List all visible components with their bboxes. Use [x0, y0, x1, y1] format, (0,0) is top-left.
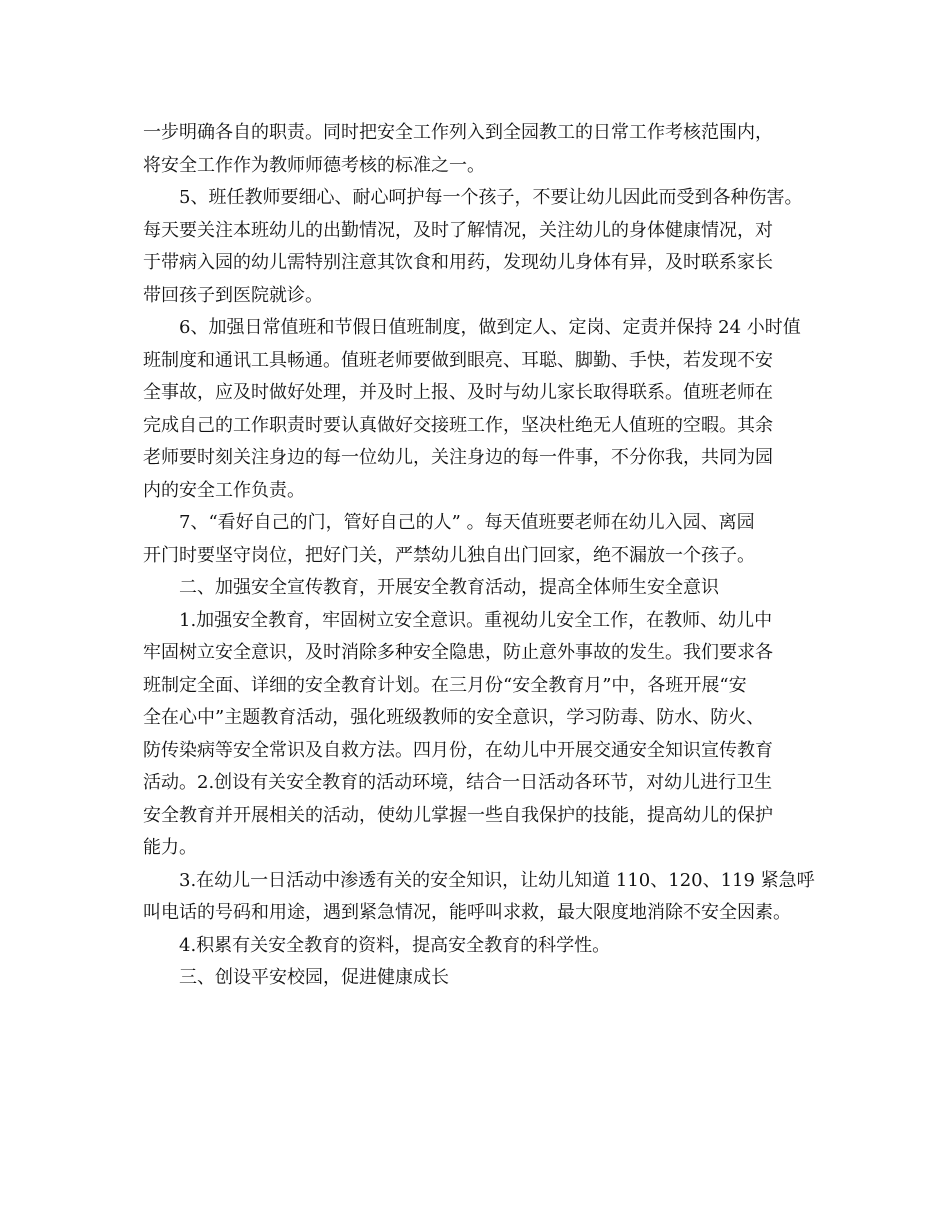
text-line: 防传染病等安全常识及自救方法。四月份，在幼儿中开展交通安全知识宣传教育	[143, 739, 773, 761]
text-line: 一步明确各自的职责。同时把安全工作列入到全园教工的日常工作考核范围内，	[143, 122, 773, 143]
text-line: 二、加强安全宣传教育，开展安全教育活动，提高全体师生安全意识	[179, 577, 719, 598]
text-line: 7、“看好自己的门，管好自己的人” 。每天值班要老师在幼儿入园、离园	[179, 512, 755, 533]
text-line: 全在心中”主题教育活动，强化班级教师的安全意识，学习防毒、防水、防火、	[143, 707, 765, 728]
text-line: 内的安全工作负责。	[143, 479, 305, 501]
text-line: 老师要时刻关注身边的每一位幼儿，关注身边的每一件事，不分你我，共同为园	[143, 447, 773, 468]
text-line: 活动。2.创设有关安全教育的活动环境，结合一日活动各环节，对幼儿进行卫生	[143, 772, 773, 793]
text-line: 5、班任教师要细心、耐心呵护每一个孩子，不要让幼儿因此而受到各种伤害。	[179, 187, 803, 208]
text-line: 带回孩子到医院就诊。	[143, 284, 323, 306]
text-line: 每天要关注本班幼儿的出勤情况，及时了解情况，关注幼儿的身体健康情况，对	[143, 219, 773, 241]
text-line: 3.在幼儿一日活动中渗透有关的安全知识，让幼儿知道 110、120、119 紧急呼	[179, 869, 815, 891]
text-line: 班制定全面、详细的安全教育计划。在三月份“安全教育月”中，各班开展“安	[143, 674, 747, 696]
text-line: 三、创设平安校园，促进健康成长	[179, 967, 449, 988]
text-line: 牢固树立安全意识，及时消除多种安全隐患，防止意外事故的发生。我们要求各	[143, 642, 773, 663]
text-line: 能力。	[143, 837, 197, 858]
text-line: 全事故，应及时做好处理，并及时上报、及时与幼儿家长取得联系。值班老师在	[143, 382, 773, 403]
text-line: 1.加强安全教育，牢固树立安全意识。重视幼儿安全工作，在教师、幼儿中	[179, 609, 773, 631]
text-line: 完成自己的工作职责时要认真做好交接班工作，坚决杜绝无人值班的空暇。其余	[143, 414, 773, 436]
text-line: 安全教育并开展相关的活动，使幼儿掌握一些自我保护的技能，提高幼儿的保护	[143, 804, 773, 826]
text-line: 4.积累有关安全教育的资料，提高安全教育的科学性。	[179, 934, 611, 956]
text-line: 6、加强日常值班和节假日值班制度，做到定人、定岗、定责并保持 24 小时值	[179, 317, 801, 338]
document-body	[143, 117, 823, 995]
text-line: 将安全工作作为教师师德考核的标准之一。	[143, 154, 485, 176]
text-line: 开门时要坚守岗位，把好门关，严禁幼儿独自出门回家，绝不漏放一个孩子。	[143, 544, 755, 566]
text-line: 叫电话的号码和用途，遇到紧急情况，能呼叫求救，最大限度地消除不安全因素。	[143, 902, 791, 923]
text-line: 班制度和通讯工具畅通。值班老师要做到眼亮、耳聪、脚勤、手快，若发现不安	[143, 349, 773, 371]
text-line: 于带病入园的幼儿需特别注意其饮食和用药，发现幼儿身体有异，及时联系家长	[143, 252, 773, 273]
